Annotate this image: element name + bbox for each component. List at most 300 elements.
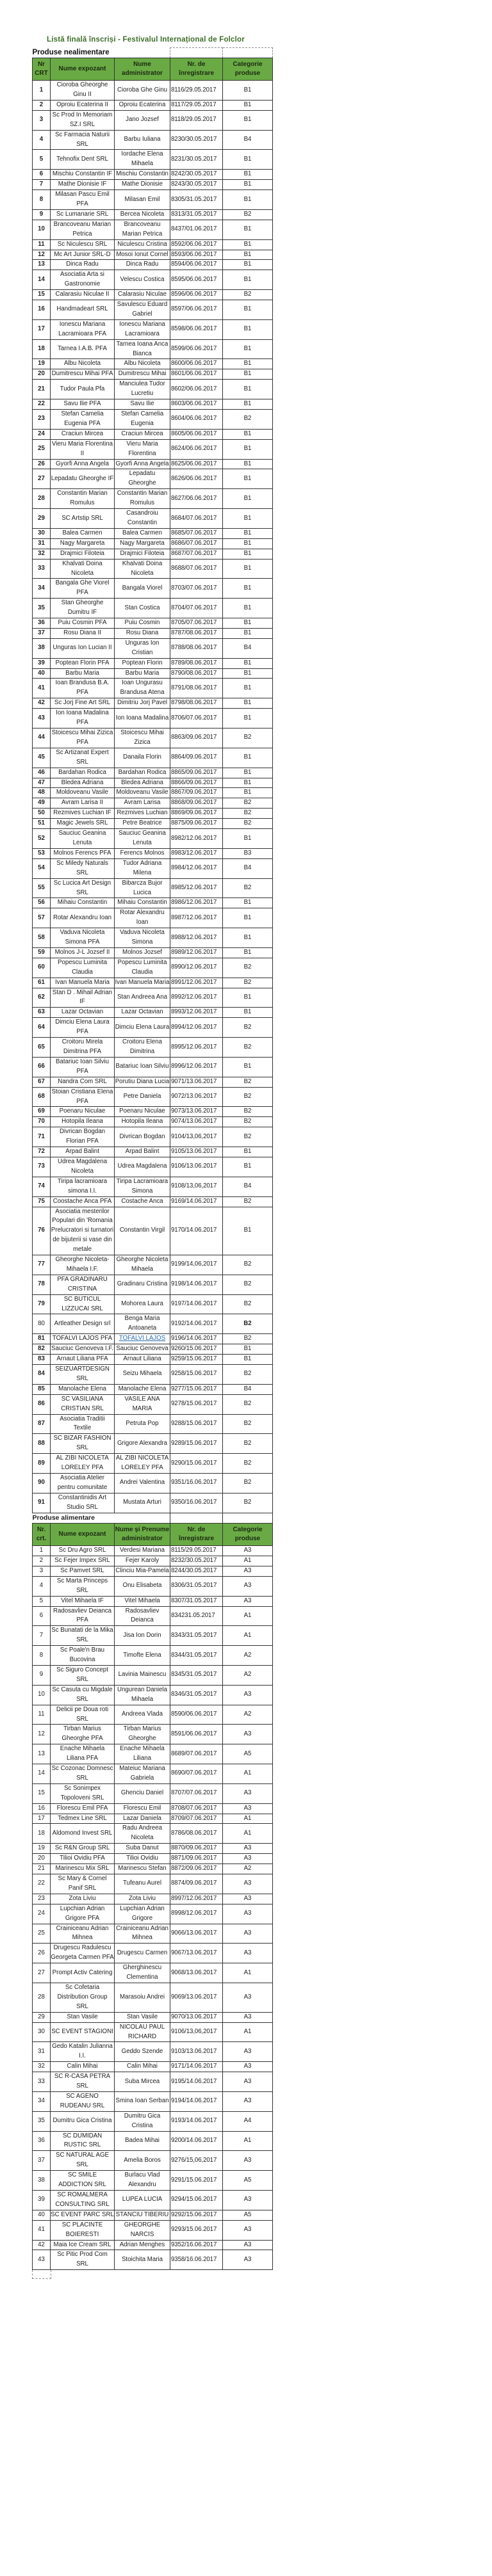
cell-exhibitor-name: Sc Casuta cu Migdale SRL xyxy=(51,1685,115,1705)
cell-exhibitor-name: Manolache Elena xyxy=(51,1384,115,1394)
cell-administrator-name: Amelia Boros xyxy=(115,2151,170,2171)
cell-nr: 11 xyxy=(33,239,51,250)
cell-administrator-name: Ungurean Daniela Mihaela xyxy=(115,1685,170,1705)
cell-exhibitor-name: Sc Sonimpex Topoloveni SRL xyxy=(51,1783,115,1803)
table-row xyxy=(33,1394,273,1414)
cell-product-category: B4 xyxy=(223,858,273,878)
cell-nr: 38 xyxy=(33,2171,51,2191)
table-row xyxy=(33,1117,273,1127)
table-row xyxy=(33,1057,273,1077)
cell-exhibitor-name: SC BIZAR FASHION SRL xyxy=(51,1434,115,1454)
table-row xyxy=(33,1038,273,1058)
column-header-registration-number: Nr. de înregistrare xyxy=(170,58,223,81)
cell-product-category: A4 xyxy=(223,2111,273,2131)
cell-exhibitor-name: Stoian Cristiana Elena PFA xyxy=(51,1087,115,1107)
cell-registration-number: 8232/30.05.2017 xyxy=(170,1556,223,1566)
table-row xyxy=(33,2151,273,2171)
cell-registration-number: 8708/07.06.2017 xyxy=(170,1803,223,1814)
table-row xyxy=(33,220,273,239)
cell-registration-number: 8690/07.06.2017 xyxy=(170,1764,223,1784)
administrator-link[interactable]: TOFALVI LAJOS xyxy=(119,1335,166,1342)
cell-nr: 29 xyxy=(33,509,51,529)
cell-administrator-name: Radosavliev Deianca xyxy=(115,1606,170,1626)
cell-product-category: A1 xyxy=(223,2022,273,2042)
cell-product-category: B1 xyxy=(223,1147,273,1157)
cell-registration-number: 8625/06.06.2017 xyxy=(170,459,223,469)
cell-administrator-name: VASILE ANA MARIA xyxy=(115,1394,170,1414)
cell-exhibitor-name: Khalvati Doina Nicoleta xyxy=(51,559,115,579)
cell-nr: 26 xyxy=(33,1944,51,1963)
cell-product-category: B1 xyxy=(223,538,273,549)
cell-administrator-name: Poptean Florin xyxy=(115,658,170,668)
cell-exhibitor-name: Barbu Maria xyxy=(51,668,115,679)
cell-registration-number: 9196/14.06.2017 xyxy=(170,1334,223,1344)
cell-registration-number: 8593/06.06.2017 xyxy=(170,250,223,260)
cell-exhibitor-name: Radosavliev Deianca PFA xyxy=(51,1606,115,1626)
table-row xyxy=(33,559,273,579)
cell-exhibitor-name: Sc Dru Agro SRL xyxy=(51,1546,115,1556)
cell-administrator-name: Benga Maria Antoaneta xyxy=(115,1314,170,1334)
cell-administrator-name: Iordache Elena Mihaela xyxy=(115,150,170,170)
cell-administrator-name: Petruta Pop xyxy=(115,1414,170,1434)
table-row xyxy=(33,1107,273,1117)
table-row xyxy=(33,1314,273,1334)
table-row xyxy=(33,439,273,459)
cell-exhibitor-name: Enache Mihaela Liliana PFA xyxy=(51,1744,115,1764)
cell-nr: 12 xyxy=(33,1725,51,1744)
cell-nr: 31 xyxy=(33,538,51,549)
cell-nr: 91 xyxy=(33,1493,51,1513)
cell-registration-number: 9068/13.06.2017 xyxy=(170,1963,223,1983)
cell-exhibitor-name: Poenaru Niculae xyxy=(51,1107,115,1117)
cell-administrator-name: Popescu Luminita Claudia xyxy=(115,958,170,978)
cell-exhibitor-name: Vitel Mihaela IF xyxy=(51,1596,115,1606)
cell-registration-number: 8117/29.05.2017 xyxy=(170,100,223,110)
cell-product-category: B1 xyxy=(223,489,273,509)
cell-exhibitor-name: SC R-CASA PETRA SRL xyxy=(51,2072,115,2092)
section-heading-row xyxy=(33,1513,273,1523)
cell-registration-number: 8313/31.05.2017 xyxy=(170,209,223,220)
cell-product-category: B4 xyxy=(223,1177,273,1196)
cell-administrator-name: Sauciuc Geanina Lenuta xyxy=(115,829,170,849)
cell-administrator-name: Marinescu Stefan xyxy=(115,1864,170,1874)
cell-nr: 16 xyxy=(33,300,51,320)
cell-exhibitor-name: Ionescu Mariana Lacramioara PFA xyxy=(51,319,115,339)
cell-exhibitor-name: Tiripa lacramioara simona I.I. xyxy=(51,1177,115,1196)
registrants-sheet xyxy=(32,47,272,2270)
cell-administrator-name: Lupchian Adrian Grigore xyxy=(115,1904,170,1924)
cell-product-category: A3 xyxy=(223,2072,273,2092)
cell-registration-number: 9194/14.06.2017 xyxy=(170,2091,223,2111)
cell-exhibitor-name: Sc Bunatati de la Mika SRL xyxy=(51,1626,115,1646)
cell-product-category: B1 xyxy=(223,947,273,958)
cell-exhibitor-name: Ioan Brandusa B.A. PFA xyxy=(51,679,115,698)
cell-registration-number: 8998/12.06.2017 xyxy=(170,1904,223,1924)
cell-administrator-name: Casandroiu Constantin xyxy=(115,509,170,529)
cell-product-category: B4 xyxy=(223,130,273,150)
cell-registration-number: 8594/06.06.2017 xyxy=(170,260,223,270)
table-row xyxy=(33,81,273,101)
table-row xyxy=(33,100,273,110)
cell-product-category: B2 xyxy=(223,1107,273,1117)
table-row xyxy=(33,1493,273,1513)
cell-registration-number: 8994/12.06.2017 xyxy=(170,1018,223,1038)
cell-nr: 88 xyxy=(33,1434,51,1454)
table-row xyxy=(33,638,273,658)
cell-registration-number: 8867/09.06.2017 xyxy=(170,788,223,798)
table-row xyxy=(33,658,273,668)
cell-exhibitor-name: Sc Cofetaria Distribution Group SRL xyxy=(51,1983,115,2012)
cell-exhibitor-name: Aldomond Invest SRL xyxy=(51,1824,115,1844)
cell-nr: 54 xyxy=(33,858,51,878)
cell-administrator-name: Clinciu Mia-Pamela xyxy=(115,1566,170,1576)
cell-registration-number: 8983/12.06.2017 xyxy=(170,848,223,858)
cell-registration-number: 8989/12.06.2017 xyxy=(170,947,223,958)
cell-administrator-name: Mihaiu Constantin xyxy=(115,898,170,908)
table-row xyxy=(33,1344,273,1355)
table-row xyxy=(33,1546,273,1556)
cell-administrator-name: Udrea Magdalena xyxy=(115,1157,170,1177)
cell-administrator-name: Vaduva Nicoleta Simona xyxy=(115,928,170,948)
cell-product-category: B2 xyxy=(223,1473,273,1493)
cell-registration-number: 9106/13,06,2017 xyxy=(170,2022,223,2042)
page-title: Listă finală înscriși - Festivalul Internațional de Folclor xyxy=(47,36,245,44)
cell-product-category: B2 xyxy=(223,798,273,809)
cell-product-category: B1 xyxy=(223,748,273,768)
cell-registration-number: 8865/09.06.2017 xyxy=(170,768,223,778)
cell-exhibitor-name: SEIZUARTDESIGN SRL xyxy=(51,1365,115,1385)
table-row xyxy=(33,848,273,858)
cell-product-category: B1 xyxy=(223,668,273,679)
cell-nr: 22 xyxy=(33,1874,51,1894)
cell-registration-number: 8688/07.06.2017 xyxy=(170,559,223,579)
column-header-row xyxy=(33,1523,273,1546)
cell-product-category: A3 xyxy=(223,2091,273,2111)
cell-exhibitor-name: Brancoveanu Marian Petrica xyxy=(51,220,115,239)
cell-exhibitor-name: Balea Carmen xyxy=(51,528,115,538)
cell-exhibitor-name: Sauciuc Geanina Lenuta xyxy=(51,829,115,849)
cell-product-category: B1 xyxy=(223,928,273,948)
cell-nr: 69 xyxy=(33,1107,51,1117)
cell-exhibitor-name: Stan D . Mihail Adrian IF xyxy=(51,988,115,1008)
cell-administrator-name: Suba Mircea xyxy=(115,2072,170,2092)
cell-administrator-name: Tudor Adriana Milena xyxy=(115,858,170,878)
cell-registration-number: 9276/15,06,2017 xyxy=(170,2151,223,2171)
cell-exhibitor-name: Handmadeart SRL xyxy=(51,300,115,320)
cell-product-category: B1 xyxy=(223,170,273,180)
cell-registration-number: 8597/06.06.2017 xyxy=(170,300,223,320)
cell-exhibitor-name: Tarnea I.A.B. PFA xyxy=(51,339,115,359)
cell-registration-number: 9288/15.06.2017 xyxy=(170,1414,223,1434)
cell-product-category: B2 xyxy=(223,809,273,819)
cell-registration-number: 8798/08.06.2017 xyxy=(170,698,223,709)
cell-registration-number: 9106/13.06.2017 xyxy=(170,1157,223,1177)
cell-exhibitor-name: PFA GRADINARU CRISTINA xyxy=(51,1275,115,1294)
table-row xyxy=(33,290,273,300)
cell-registration-number: 9198/14.06.2017 xyxy=(170,1275,223,1294)
cell-administrator-name: Ivan Manuela Maria xyxy=(115,978,170,988)
cell-registration-number: 9169/14.06.2017 xyxy=(170,1196,223,1207)
cell-administrator-name: Verdesi Mariana xyxy=(115,1546,170,1556)
table-row xyxy=(33,1983,273,2012)
cell-administrator-name: Adrian Menghes xyxy=(115,2240,170,2250)
cell-product-category: A1 xyxy=(223,1963,273,1983)
cell-exhibitor-name: Stan Gheorghe Dumitru IF xyxy=(51,599,115,618)
cell-product-category: A1 xyxy=(223,1556,273,1566)
cell-administrator-name: Sauciuc Genoveva xyxy=(115,1344,170,1355)
cell-product-category: A5 xyxy=(223,2210,273,2220)
cell-product-category: A3 xyxy=(223,1894,273,1904)
cell-product-category: B1 xyxy=(223,150,273,170)
table-row xyxy=(33,1864,273,1874)
cell-product-category: A3 xyxy=(223,1924,273,1944)
cell-registration-number: 8874/09.06.2017 xyxy=(170,1874,223,1894)
cell-nr: 48 xyxy=(33,788,51,798)
cell-product-category: A3 xyxy=(223,2191,273,2210)
cell-registration-number: 8705/07.06.2017 xyxy=(170,618,223,629)
table-row xyxy=(33,429,273,439)
cell-exhibitor-name: Calin Mihai xyxy=(51,2062,115,2072)
cell-nr: 2 xyxy=(33,100,51,110)
cell-nr: 24 xyxy=(33,429,51,439)
cell-product-category: A3 xyxy=(223,1783,273,1803)
cell-registration-number: 8984/12.06.2017 xyxy=(170,858,223,878)
column-header-nr: Nr CRT xyxy=(33,58,51,81)
cell-nr: 25 xyxy=(33,439,51,459)
cell-administrator-name: Drajmici Filoteia xyxy=(115,549,170,559)
cell-product-category: B2 xyxy=(223,1365,273,1385)
table-row xyxy=(33,2250,273,2270)
cell-administrator-name: Manciulea Tudor Lucretiu xyxy=(115,380,170,399)
cell-registration-number: 8116/29.05.2017 xyxy=(170,81,223,101)
cell-nr: 23 xyxy=(33,410,51,430)
cell-registration-number: 9199/14,06,2017 xyxy=(170,1255,223,1275)
cell-exhibitor-name: Bangala Ghe Viorel PFA xyxy=(51,579,115,599)
cell-exhibitor-name: Zota Liviu xyxy=(51,1894,115,1904)
cell-registration-number: 9293/15.06.2017 xyxy=(170,2220,223,2240)
cell-registration-number: 8863/09.06.2017 xyxy=(170,729,223,748)
cell-nr: 37 xyxy=(33,628,51,638)
cell-nr: 79 xyxy=(33,1294,51,1314)
table-row xyxy=(33,528,273,538)
cell-product-category: B2 xyxy=(223,410,273,430)
cell-administrator-name: Mohorea Laura xyxy=(115,1294,170,1314)
cell-nr: 20 xyxy=(33,1854,51,1864)
cell-exhibitor-name: Sc Pamvet SRL xyxy=(51,1566,115,1576)
table-row xyxy=(33,150,273,170)
cell-registration-number: 8305/31.05.2017 xyxy=(170,190,223,210)
table-row xyxy=(33,2012,273,2022)
cell-registration-number: 8344/31.05.2017 xyxy=(170,1646,223,1666)
cell-administrator-name: Avram Larisa xyxy=(115,798,170,809)
cell-product-category: B1 xyxy=(223,469,273,489)
cell-registration-number: 8118/29.05.2017 xyxy=(170,110,223,130)
table-row xyxy=(33,618,273,629)
cell-nr: 17 xyxy=(33,319,51,339)
cell-administrator-name: Ghenciu Daniel xyxy=(115,1783,170,1803)
cell-administrator-name: Stoichita Maria xyxy=(115,2250,170,2270)
cell-administrator-name: Rotar Alexandru Ioan xyxy=(115,908,170,928)
table-row xyxy=(33,410,273,430)
table-row xyxy=(33,1177,273,1196)
cell-product-category: B1 xyxy=(223,220,273,239)
cell-nr: 89 xyxy=(33,1454,51,1474)
cell-nr: 18 xyxy=(33,339,51,359)
cell-exhibitor-name: Dumitrescu Mihai PFA xyxy=(51,369,115,380)
table-row xyxy=(33,1087,273,1107)
table-row xyxy=(33,300,273,320)
cell-nr: 19 xyxy=(33,359,51,369)
cell-registration-number: 8786/08.06.2017 xyxy=(170,1824,223,1844)
cell-registration-number: 8982/12.06.2017 xyxy=(170,829,223,849)
cell-administrator-name: Tufeanu Aurel xyxy=(115,1874,170,1894)
cell-exhibitor-name: Udrea Magdalena Nicoleta xyxy=(51,1157,115,1177)
cell-product-category: A1 xyxy=(223,2131,273,2151)
cell-exhibitor-name: SC BUTICUL LIZZUCAI SRL xyxy=(51,1294,115,1314)
cell-administrator-name: Badea Mihai xyxy=(115,2131,170,2151)
cell-product-category: B2 xyxy=(223,1087,273,1107)
cell-exhibitor-name: Molnos Ferencs PFA xyxy=(51,848,115,858)
cell-nr: 84 xyxy=(33,1365,51,1385)
cell-nr: 38 xyxy=(33,638,51,658)
cell-administrator-name: Tarnea Ioana Anca Bianca xyxy=(115,339,170,359)
cell-nr: 27 xyxy=(33,469,51,489)
table-row xyxy=(33,2111,273,2131)
cell-product-category: B1 xyxy=(223,599,273,618)
cell-registration-number: 8864/09.06.2017 xyxy=(170,748,223,768)
cell-nr: 81 xyxy=(33,1334,51,1344)
cell-registration-number: 8788/08.06.2017 xyxy=(170,638,223,658)
cell-registration-number: 9258/15.06.2017 xyxy=(170,1365,223,1385)
cell-nr: 39 xyxy=(33,658,51,668)
cell-nr: 61 xyxy=(33,978,51,988)
table-row xyxy=(33,509,273,529)
cell-product-category: A3 xyxy=(223,1725,273,1744)
cell-product-category: B2 xyxy=(223,1038,273,1058)
cell-administrator-name: Jano Jozsef xyxy=(115,110,170,130)
cell-exhibitor-name: Artleather Design srl xyxy=(51,1314,115,1334)
cell-registration-number: 9073/13.06.2017 xyxy=(170,1107,223,1117)
table-row xyxy=(33,1963,273,1983)
cell-registration-number: 8243/30.05.2017 xyxy=(170,180,223,190)
cell-administrator-name: Vitel Mihaela xyxy=(115,1596,170,1606)
cell-exhibitor-name: Drugescu Radulescu Georgeta Carmen PFA xyxy=(51,1944,115,1963)
cell-nr: 4 xyxy=(33,130,51,150)
table-row xyxy=(33,1355,273,1365)
cell-registration-number: 8993/12.06.2017 xyxy=(170,1008,223,1018)
cell-registration-number: 8986/12.06.2017 xyxy=(170,898,223,908)
cell-product-category: B1 xyxy=(223,1355,273,1365)
cell-exhibitor-name: SC EVENT PARC SRL xyxy=(51,2210,115,2220)
cell-nr: 21 xyxy=(33,1864,51,1874)
cell-exhibitor-name: Puiu Cosmin PFA xyxy=(51,618,115,629)
cell-administrator-name: Geddo Szende xyxy=(115,2042,170,2062)
cell-administrator-name: Constantin Marian Romulus xyxy=(115,489,170,509)
table-row xyxy=(33,1854,273,1864)
cell-product-category: B1 xyxy=(223,679,273,698)
cell-product-category: B1 xyxy=(223,260,273,270)
table-row xyxy=(33,319,273,339)
cell-registration-number: 8591/06.06.2017 xyxy=(170,1725,223,1744)
cell-nr: 43 xyxy=(33,709,51,729)
cell-nr: 63 xyxy=(33,1008,51,1018)
cell-nr: 80 xyxy=(33,1314,51,1334)
cell-exhibitor-name: SC ROMALMERA CONSULTING SRL xyxy=(51,2191,115,2210)
cell-nr: 83 xyxy=(33,1355,51,1365)
cell-exhibitor-name: Oproiu Ecaterina II xyxy=(51,100,115,110)
cell-product-category: B2 xyxy=(223,1394,273,1414)
cell-administrator-name: Albu Nicoleta xyxy=(115,359,170,369)
cell-product-category: B1 xyxy=(223,1008,273,1018)
table-row xyxy=(33,628,273,638)
cell-administrator-name: Mischiu Constantin xyxy=(115,170,170,180)
cell-product-category: B2 xyxy=(223,1255,273,1275)
cell-nr: 15 xyxy=(33,1783,51,1803)
cell-administrator-name: Tiripa Lacramioara Simona xyxy=(115,1177,170,1196)
column-header-exhibitor-name: Nume expozant xyxy=(51,58,115,81)
cell-administrator-name: Calin Mihai xyxy=(115,2062,170,2072)
cell-administrator-name: Porutiu Diana Lucia xyxy=(115,1077,170,1087)
cell-exhibitor-name: Savu Ilie PFA xyxy=(51,399,115,410)
table-row xyxy=(33,130,273,150)
cell-exhibitor-name: Rezmives Luchian IF xyxy=(51,809,115,819)
table-row xyxy=(33,110,273,130)
cell-administrator-name: Ion Ioana Madalina xyxy=(115,709,170,729)
cell-exhibitor-name: Vieru Maria Florentina II xyxy=(51,439,115,459)
cell-administrator-name: Bardahan Rodica xyxy=(115,768,170,778)
cell-exhibitor-name: Arpad Balint xyxy=(51,1147,115,1157)
cell-nr: 6 xyxy=(33,170,51,180)
cell-nr: 14 xyxy=(33,1764,51,1784)
cell-registration-number: 8600/06.06.2017 xyxy=(170,359,223,369)
cell-registration-number: 8603/06.06.2017 xyxy=(170,399,223,410)
table-row xyxy=(33,1665,273,1685)
cell-administrator-name: Mosoi Ionut Cornel xyxy=(115,250,170,260)
cell-nr: 8 xyxy=(33,1646,51,1666)
cell-administrator-name: GHEORGHE NARCIS xyxy=(115,2220,170,2240)
cell-exhibitor-name: Magic Jewels SRL xyxy=(51,819,115,829)
cell-registration-number: 8997/12.06.2017 xyxy=(170,1894,223,1904)
cell-registration-number: 8687/07.06.2017 xyxy=(170,549,223,559)
cell-nr: 2 xyxy=(33,1556,51,1566)
cell-product-category: B1 xyxy=(223,579,273,599)
empty-cell xyxy=(170,48,223,58)
table-row xyxy=(33,2171,273,2191)
cell-exhibitor-name: Nagy Margareta xyxy=(51,538,115,549)
cell-nr: 45 xyxy=(33,748,51,768)
cell-administrator-name: Ionescu Mariana Lacramioara xyxy=(115,319,170,339)
cell-administrator-name: Stan Costica xyxy=(115,599,170,618)
cell-nr: 36 xyxy=(33,2131,51,2151)
table-row xyxy=(33,709,273,729)
cell-nr: 77 xyxy=(33,1255,51,1275)
cell-registration-number: 8231/30.05.2017 xyxy=(170,150,223,170)
cell-registration-number: 9290/15.06.2017 xyxy=(170,1454,223,1474)
cell-registration-number: 8868/09.06.2017 xyxy=(170,798,223,809)
cell-nr: 28 xyxy=(33,1983,51,2012)
cell-administrator-name: Danaila Florin xyxy=(115,748,170,768)
cell-product-category: B1 xyxy=(223,709,273,729)
cell-registration-number: 9350/16.06.2017 xyxy=(170,1493,223,1513)
cell-administrator-name: Dimitriu Jorj Pavel xyxy=(115,698,170,709)
cell-administrator-name: Tilioi Ovidiu xyxy=(115,1854,170,1864)
cell-product-category: B2 xyxy=(223,1117,273,1127)
cell-product-category: A1 xyxy=(223,1824,273,1844)
cell-registration-number: 8346/31.05.2017 xyxy=(170,1685,223,1705)
cell-exhibitor-name: Mihaiu Constantin xyxy=(51,898,115,908)
table-row xyxy=(33,819,273,829)
cell-nr: 7 xyxy=(33,1626,51,1646)
